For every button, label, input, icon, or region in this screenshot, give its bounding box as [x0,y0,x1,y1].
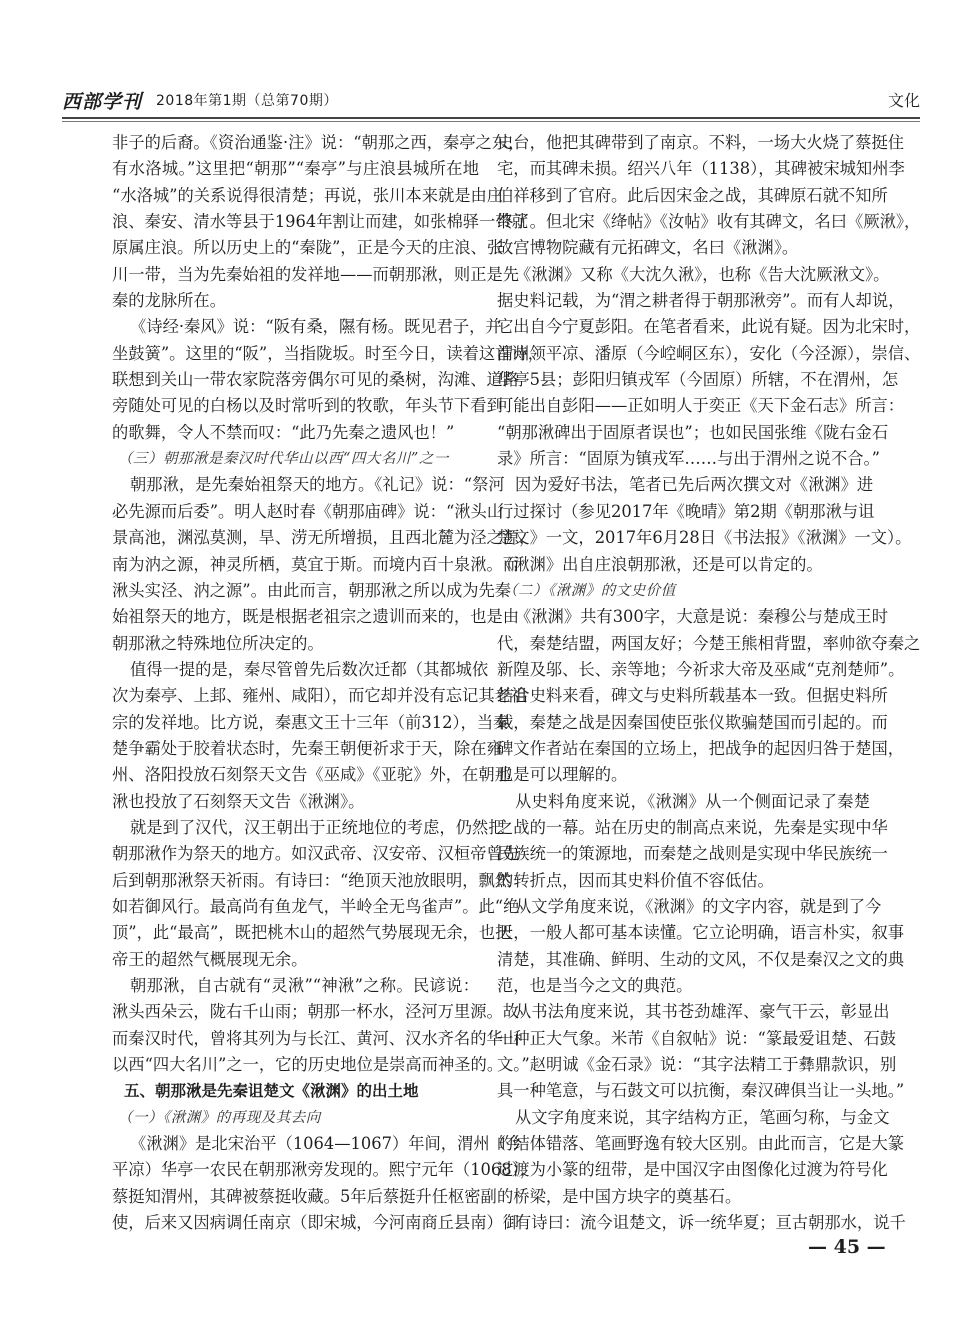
left-column [112,130,545,1236]
text-line: （三）朝那湫是秦汉时代华山以西“四大名川”之一 [118,451,449,468]
text-line: 湫头西朵云，陇右千山雨；朝那一杯水，泾河万里源。故 [112,1002,520,1022]
text-line: 从书法角度来说，其书苍劲雄浑、豪气干云，彰显出 [515,1002,890,1022]
text-line: 行过探讨（参见2017年《晚晴》第2期《朝那湫与诅 [497,501,875,521]
text-line: 渭州领平凉、潘原（今崆峒区东），安化（今泾源），崇信、 [497,343,921,363]
text-line: 代，秦楚结盟，两国友好；今楚王熊相背盟，率帅欲夺秦之 [497,633,921,653]
text-line: 朝那湫，是先秦始祖祭天的地方。《礼记》说：“祭河 [130,475,505,495]
text-line: 秦的龙脉所在。 [112,291,226,311]
paragraph [112,130,528,314]
text-line: 川一带，当为先秦始祖的发祥地——而朝那湫，则正是先 [112,264,520,284]
paragraph [497,130,921,262]
text-line: 坐鼓簧”。这里的“阪”，当指陇坂。时至今日，读着这首诗， [112,343,545,363]
text-line: 顶”，此“最高”，既把桃木山的超然气势展现无余，也把 [112,923,512,943]
text-line: 从文字角度来说，其字结构方正，笔画匀称，与金文 [515,1107,890,1127]
text-line: 一种正大气象。米芾《自叙帖》说：“篆最爱诅楚、石鼓 [497,1028,897,1048]
header-rule [62,117,920,119]
text-line: 故宫博物院藏有元拓碑文，名曰《湫渊》。 [497,238,799,258]
text-line: 《湫渊》出自庄浪朝那湫，还是可以肯定的。 [497,554,823,574]
text-line: 就是到了汉代，汉王朝出于正统地位的考虑，仍然把 [130,817,505,837]
paragraph [497,789,888,894]
text-line: 始祖祭天的地方，既是根据老祖宗之遗训而来的，也是由 [112,607,520,627]
text-line: 联想到关山一带农家院落旁偶尔可见的桑树，沟滩、道路 [112,370,520,390]
text-line: 平凉）华亭一农民在朝那湫旁发现的。熙宁元年（1068）， [112,1160,537,1180]
text-line: 录》所言：“固原为镇戎军……与出于渭州之说不合。” [497,449,880,469]
paragraph [112,472,536,656]
text-line: “水洛城”的关系说得很清楚；再说，张川本来就是由庄 [112,185,504,205]
text-line: 楚文》一文，2017年6月28日《书法报》《湫渊》一文）。 [497,528,912,548]
text-line: 有诗曰：流今诅楚文，诉一统华夏；亘古朝那水，说千 [515,1213,906,1233]
text-line: 载，秦楚之战是因秦国使臣张仪欺骗楚国而引起的。而 [497,712,888,732]
page-header [62,84,920,118]
paragraph [112,815,520,973]
text-line: 它出自今宁夏彭阳。在笔者看来，此说有疑。因为北宋时， [497,317,921,337]
text-line: 南为汭之源，神灵所栖，莫宜于斯。而境内百十泉湫。而 [112,554,520,574]
text-line: 具一种笔意，与石鼓文可以抗衡，秦汉碑俱当让一头地。” [497,1081,905,1101]
text-line: 如若御风行。最高尚有鱼龙气，半岭全无鸟雀声”。此“绝 [112,896,520,916]
text-line: 州、洛阳投放石刻祭天文告《巫咸》《亚驼》外，在朝那 [112,765,511,785]
text-line: 因为爱好书法，笔者已先后两次撰文对《湫渊》进 [515,475,874,495]
text-line: 帝王的超然气概展现无余。 [112,949,308,969]
section-heading [112,1078,479,1104]
text-line: 范，也是当今之文的典范。 [497,976,693,995]
text-line: 而秦汉时代，曾将其列为与长江、黄河、汉水齐名的华山 [112,1028,520,1048]
right-column [497,130,921,1236]
subsection-heading [112,1105,479,1131]
text-line: 的桥梁，是中国方块字的奠基石。 [497,1186,742,1206]
text-line: 碑文作者站在秦国的立场上，把战争的起因归咎于楚国， [497,738,905,758]
paragraph [112,314,545,446]
paragraph [497,262,921,473]
text-line: 的结体错落、笔画野逸有较大区别。由此而言，它是大篆 [497,1134,905,1154]
paragraph [497,472,912,577]
paragraph [112,657,528,815]
text-line: 《湫渊》是北宋治平（1064—1067）年间，渭州（今 [130,1134,523,1154]
text-line: 湫头实泾、汭之源”。由此而言，朝那湫之所以成为先秦 [112,580,512,600]
text-line: 从史料角度来说，《湫渊》从一个侧面记录了秦楚 [515,791,870,811]
text-line: 蔡挺知渭州，其碑被蔡挺收藏。5年后蔡挺升任枢密副 [112,1186,497,1206]
text-line: 浪、秦安、清水等县于1964年割让而建，如张棉驿一带就 [112,212,528,232]
paragraph [112,973,520,1078]
text-line: 宗的发祥地。比方说，秦惠文王十三年（前312），当秦 [112,712,510,732]
text-line: 清楚，其准确、鲜明、生动的文风，不仅是秦汉之文的典 [497,949,905,969]
text-line: 伯祥移到了官府。此后因宋金之战，其碑原石就不知所 [497,185,888,205]
text-line: 朝那湫之特殊地位所决定的。 [112,633,324,653]
subsection-heading [497,578,870,604]
text-line: 次为秦亭、上邽、雍州、咸阳），而它却并没有忘记其老祖 [112,686,528,706]
text-line: 的转折点，因而其史料价值不容低估。 [497,870,774,890]
text-line: 新隍及邬、长、亲等地；今祈求大帝及巫咸“克剂楚师”。 [497,659,905,679]
section-label: 文化 [887,91,920,110]
paragraph [112,1131,537,1236]
text-line: 朝那湫作为祭天的地方。如汉武帝、汉安帝、汉桓帝曾先 [112,844,520,864]
text-line: 五、朝那湫是先秦诅楚文《湫渊》的出土地 [124,1082,419,1101]
text-line: 史台，他把其碑带到了南京。不料，一场大火烧了蔡挺住 [497,133,905,152]
text-line: 景高池，渊泓莫测，旱、涝无所增损，且西北麓为泾之源， [112,528,536,548]
text-line: 必先源而后委”。明人赵时春《朝那庙碑》说：“湫头山 [112,501,504,521]
text-line: 《湫渊》共有300字，大意是说：秦穆公与楚成王时 [515,607,888,627]
text-line: （一）《湫渊》的再现及其去向 [118,1109,321,1126]
text-line: 文。”赵明诚《金石录》说：“其字法精工于彝鼎款识，别 [497,1055,897,1075]
text-line: 非子的后裔。《资治通鉴·注》说：“朝那之西，秦亭之东， [112,133,525,152]
text-line: 旁随处可见的白杨以及时常听到的牧歌，年头节下看到 [112,396,503,416]
text-line: 《诗经·秦风》说：“阪有桑，隰有杨。既见君子，并 [130,317,502,337]
subsection-heading [112,446,479,472]
page-number: — 45 — [808,1236,886,1258]
text-line: 终了。但北宋《绛帖》《汝帖》收有其碑文，名曰《厥湫》， [497,212,921,232]
text-line: 民族统一的策源地，而秦楚之战则是实现中华民族统一 [497,844,888,864]
text-line: 《湫渊》又称《大沈久湫》，也称《告大沈厥湫文》。 [515,264,890,284]
text-line: 也是可以理解的。 [497,765,628,785]
text-line: 宅，而其碑未损。绍兴八年（1138），其碑被宋城知州李 [497,159,905,179]
text-line: 华亭5县；彭阳归镇戎军（今固原）所辖，不在渭州，怎 [497,370,899,390]
text-line: 朝那湫，自古就有“灵湫”“神湫”之称。民谚说： [130,976,479,995]
text-line: 的歌舞，令人不禁而叹：“此乃先秦之遗风也！” [112,422,455,442]
text-line: 结合史料来看，碑文与史料所载基本一致。但据史料所 [497,686,888,706]
text-line: 据史料记载，为“渭之耕者得于朝那湫旁”。而有人却说， [497,291,905,311]
paragraph [497,1210,906,1236]
text-line: （二）《湫渊》的文史价值 [503,582,676,599]
text-line: 有水洛城。”这里把“朝那”“秦亭”与庄浪县城所在地 [112,159,479,179]
text-line: 使，后来又因病调任南京（即宋城，今河南商丘县南）御 [112,1213,520,1233]
text-line: 值得一提的是，秦尽管曾先后数次迁都（其都城依 [130,659,489,679]
text-line: 湫也投放了石刻祭天文告《湫渊》。 [112,791,365,811]
text-line: 以西“四大名川”之一，它的历史地位是崇高而神圣的。 [112,1055,504,1075]
text-line: 天，一般人都可基本读懂。它立论明确，语言朴实，叙事 [497,923,905,943]
text-line: 过渡为小篆的纽带，是中国汉字由图像化过渡为符号化 [497,1160,888,1180]
text-line: 之战的一幕。站在历史的制高点来说，先秦是实现中华 [497,817,888,837]
text-line: 原属庄浪。所以历史上的“秦陇”，正是今天的庄浪、张 [112,238,504,258]
header-rule-thin [62,121,920,122]
paragraph [497,894,905,999]
issue-info: 2018年第1期（总第70期） [156,93,338,109]
text-line: 楚争霸处于胶着状态时，先秦王朝便祈求于天，除在雍 [112,738,503,758]
text-line: 可能出自彭阳——正如明人于奕正《天下金石志》所言： [497,396,905,416]
paragraph [497,999,905,1104]
paragraph [497,604,921,788]
text-line: 从文学角度来说，《湫渊》的文字内容，就是到了今 [515,896,882,916]
text-line: “朝那湫碑出于固原者误也”；也如民国张维《陇右金石 [497,422,889,442]
text-line: 后到朝那湫祭天祈雨。有诗曰：“绝顶天池放眼明，飘然 [112,870,512,890]
paragraph [497,1105,905,1210]
journal-logo: 西部学刊 [62,91,143,113]
